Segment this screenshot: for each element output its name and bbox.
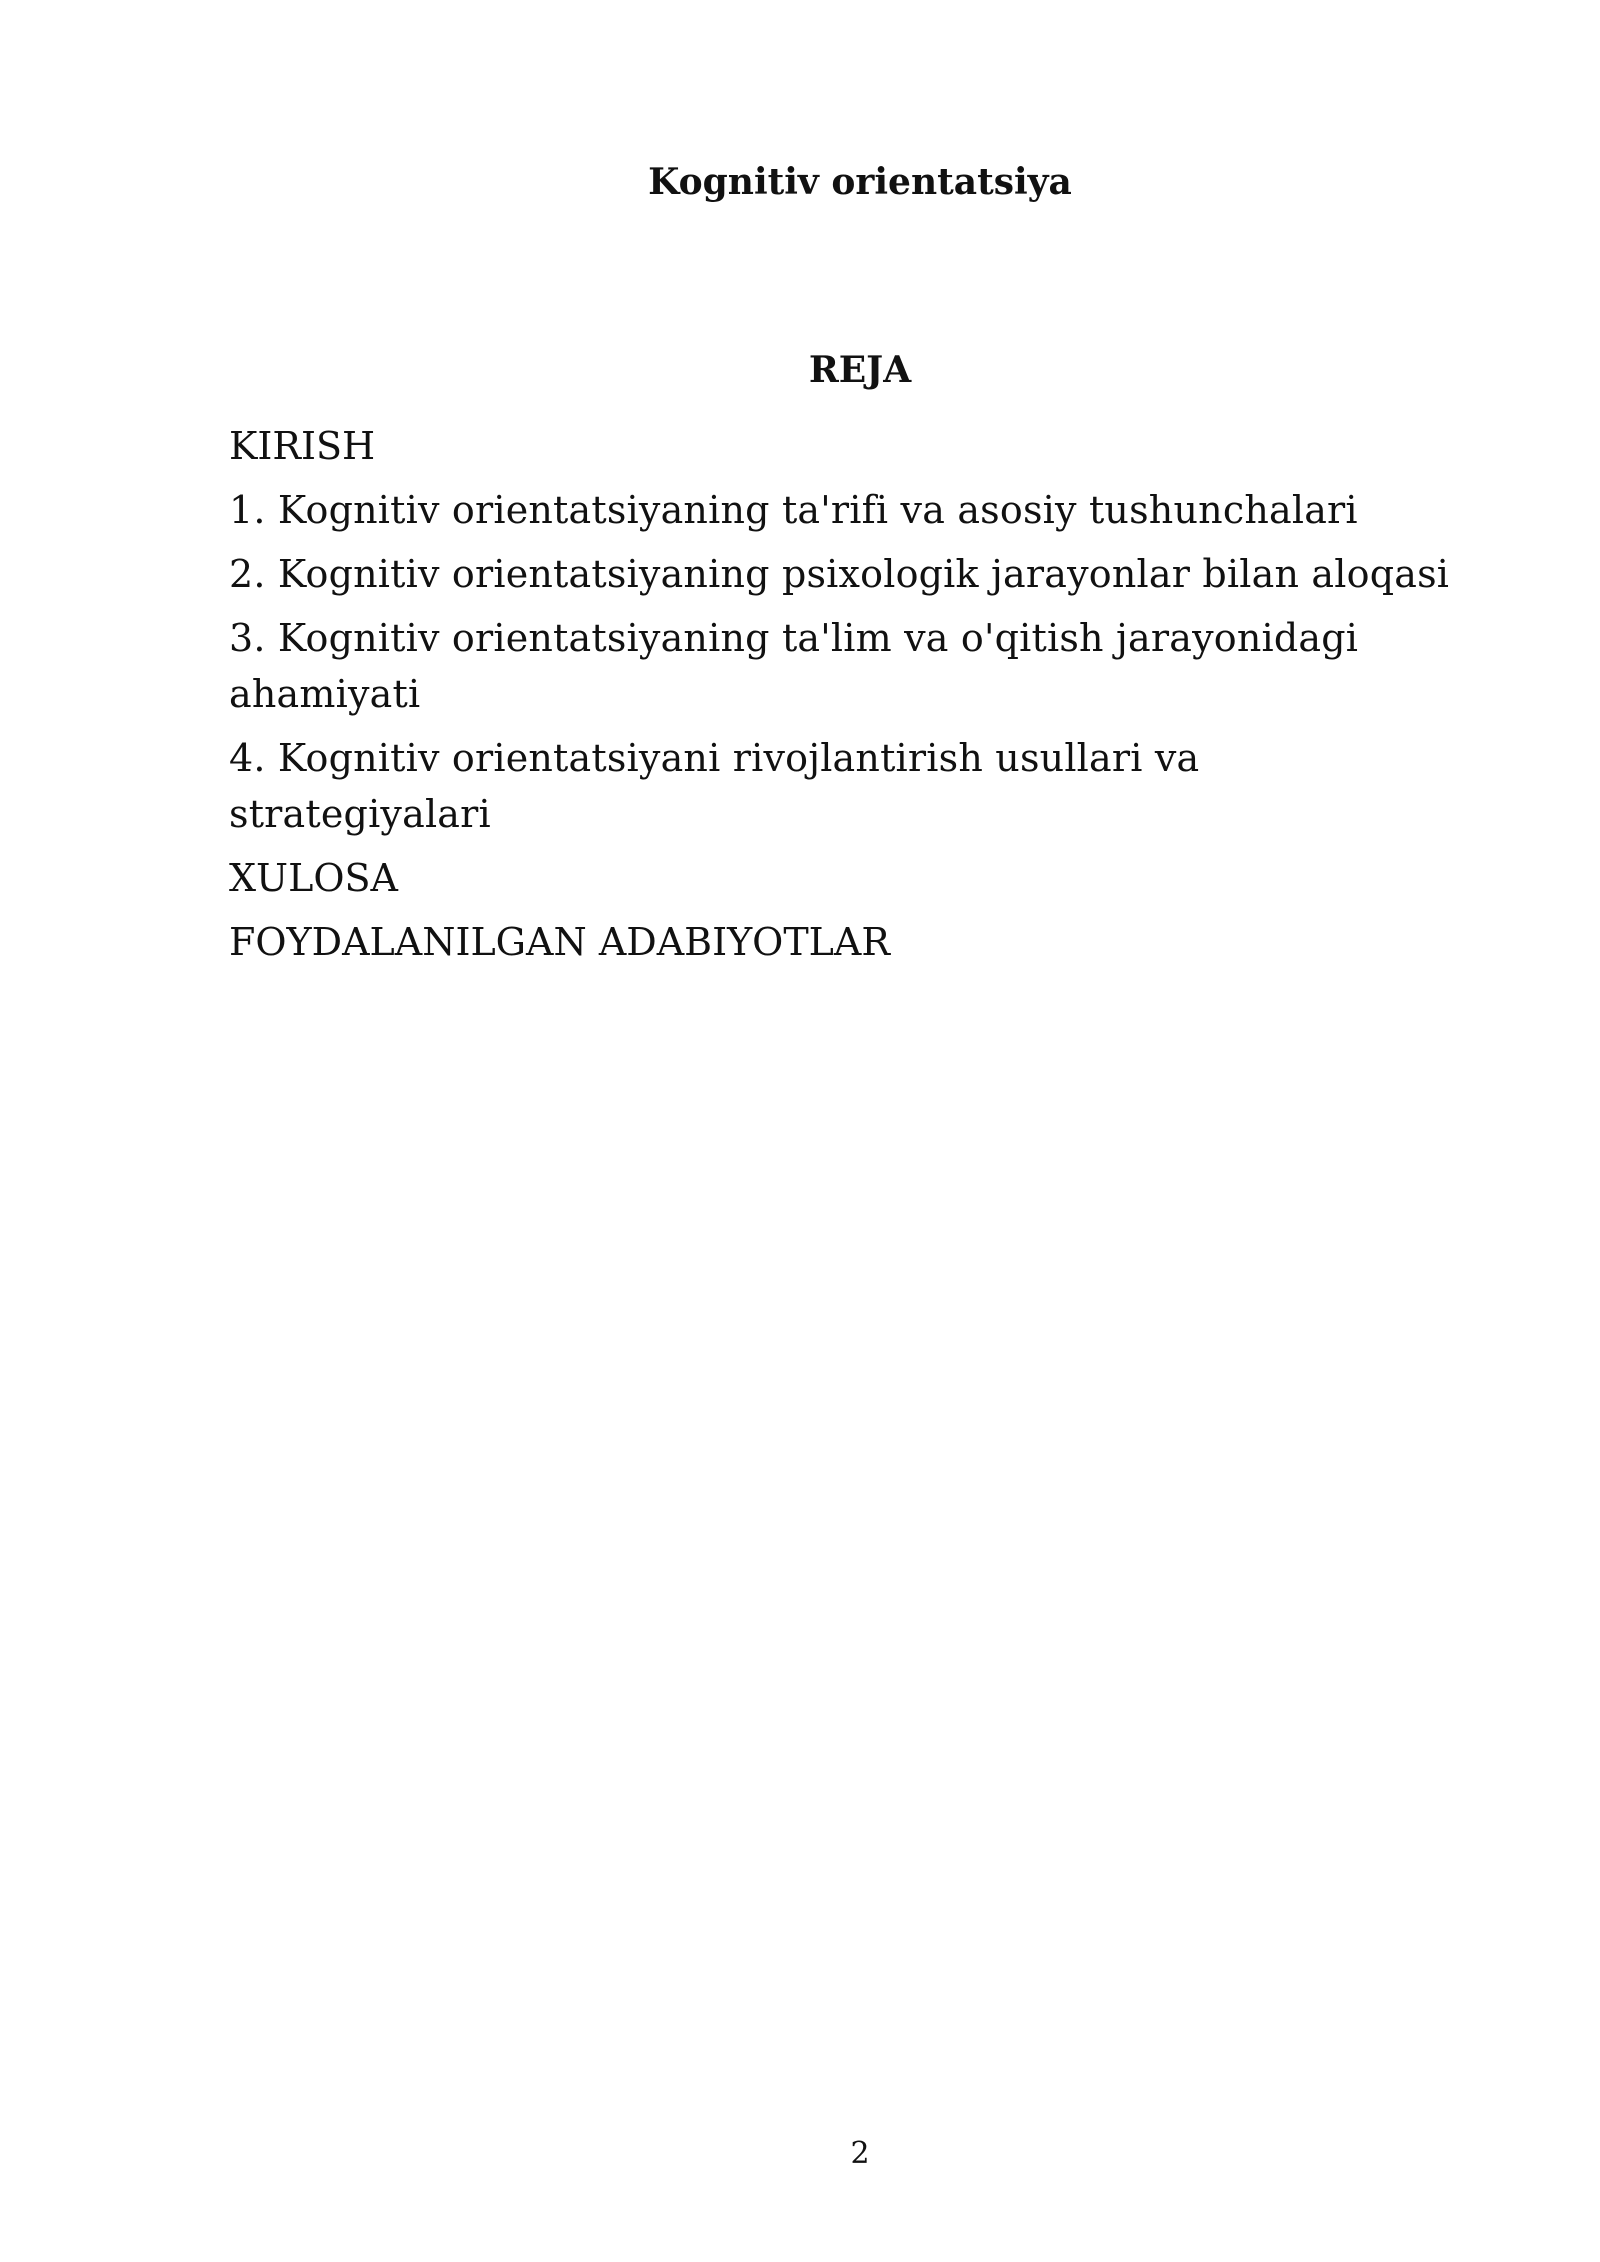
toc-item-1: 1. Kognitiv orientatsiyaning ta'rifi va asosiy tushunchalari <box>229 488 1358 532</box>
page-number: 2 <box>850 2136 870 2171</box>
toc-item-introduction: KIRISH <box>229 424 376 468</box>
toc-item-3: 3. Kognitiv orientatsiyaning ta'lim va o'qitish jarayonidagi ahamiyati <box>229 616 1359 716</box>
plan-heading: REJA <box>808 349 912 391</box>
toc-item-conclusion: XULOSA <box>229 856 398 900</box>
table-of-contents <box>229 418 1469 978</box>
toc-item-references: FOYDALANILGAN ADABIYOTLAR <box>229 920 890 964</box>
document-title: Kognitiv orientatsiya <box>648 161 1072 203</box>
toc-item-2: 2. Kognitiv orientatsiyaning psixologik jarayonlar bilan aloqasi <box>229 552 1450 596</box>
toc-item-4: 4. Kognitiv orientatsiyani rivojlantirish usullari va strategiyalari <box>229 736 1200 836</box>
